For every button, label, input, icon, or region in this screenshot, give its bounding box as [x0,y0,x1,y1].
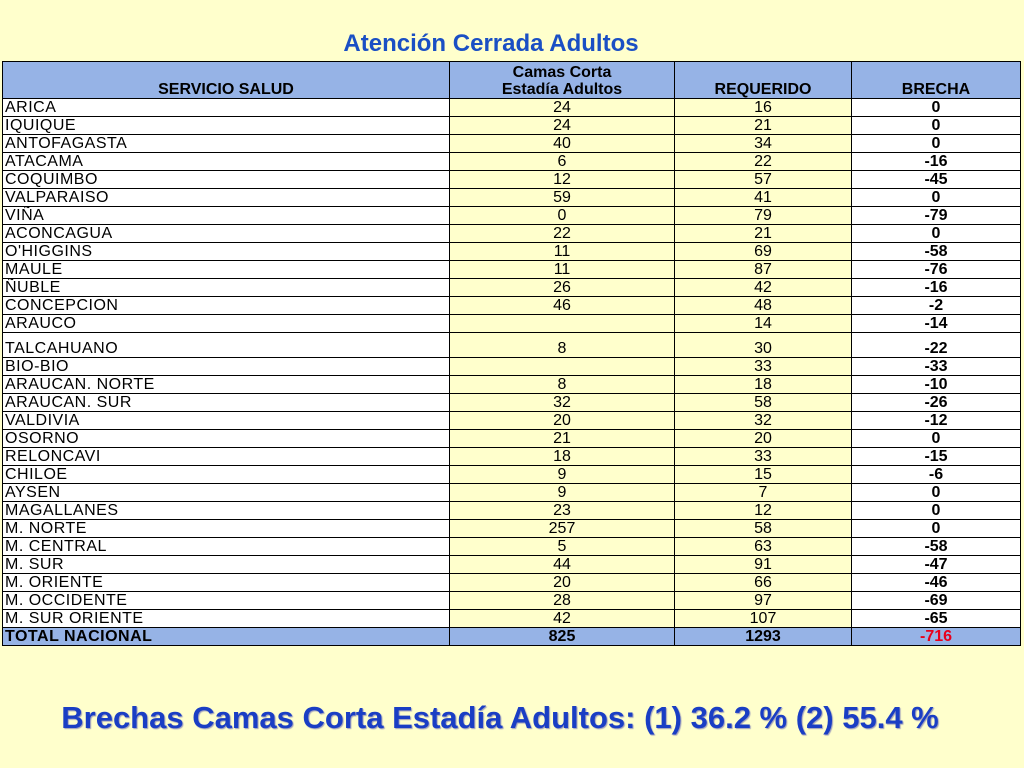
servicio-cell: MAULE [3,261,450,279]
brecha-cell: -22 [852,333,1021,358]
brecha-cell: -33 [852,358,1021,376]
brecha-cell: 0 [852,225,1021,243]
brecha-cell: 0 [852,502,1021,520]
table-row [3,448,1021,466]
brecha-cell: 0 [852,99,1021,117]
servicio-cell: ANTOFAGASTA [3,135,450,153]
table-row [3,297,1021,315]
header-requerido: REQUERIDO [675,62,852,99]
camas-cell: 24 [450,117,675,135]
requerido-cell: 34 [675,135,852,153]
camas-cell: 20 [450,574,675,592]
camas-cell: 8 [450,376,675,394]
camas-cell: 12 [450,171,675,189]
requerido-cell: 20 [675,430,852,448]
servicio-cell: RELONCAVI [3,448,450,466]
brecha-cell: -12 [852,412,1021,430]
header-camas-line1: Camas Corta [512,64,612,81]
requerido-cell: 22 [675,153,852,171]
table-row [3,153,1021,171]
requerido-cell: 41 [675,189,852,207]
servicio-cell: M. NORTE [3,520,450,538]
servicio-cell: ACONCAGUA [3,225,450,243]
servicio-cell: ARAUCAN. NORTE [3,376,450,394]
table-row [3,358,1021,376]
camas-cell: 20 [450,412,675,430]
total-brecha: -716 [852,628,1021,646]
brecha-cell: -47 [852,556,1021,574]
requerido-cell: 58 [675,394,852,412]
camas-cell: 22 [450,225,675,243]
servicio-cell: TALCAHUANO [3,333,450,358]
total-camas: 825 [450,628,675,646]
table-row [3,189,1021,207]
camas-cell: 40 [450,135,675,153]
header-brecha: BRECHA [852,62,1021,99]
table-row [3,261,1021,279]
table-row [3,502,1021,520]
brecha-cell: -26 [852,394,1021,412]
header-camas [450,62,675,99]
servicio-cell: M. SUR [3,556,450,574]
requerido-cell: 33 [675,448,852,466]
total-row [3,628,1021,646]
servicio-cell: M. ORIENTE [3,574,450,592]
requerido-cell: 66 [675,574,852,592]
camas-cell: 8 [450,333,675,358]
table-row [3,135,1021,153]
brecha-cell: -69 [852,592,1021,610]
brecha-cell: -6 [852,466,1021,484]
brecha-cell: 0 [852,520,1021,538]
brecha-cell: -46 [852,574,1021,592]
servicio-cell: VALDIVIA [3,412,450,430]
requerido-cell: 97 [675,592,852,610]
brecha-cell: -58 [852,243,1021,261]
camas-cell: 44 [450,556,675,574]
requerido-cell: 33 [675,358,852,376]
camas-cell: 9 [450,466,675,484]
servicio-cell: CHILOE [3,466,450,484]
table-row [3,207,1021,225]
table-row [3,394,1021,412]
camas-cell: 9 [450,484,675,502]
servicio-cell: VALPARAISO [3,189,450,207]
servicio-cell: M. OCCIDENTE [3,592,450,610]
camas-cell: 5 [450,538,675,556]
camas-cell: 32 [450,394,675,412]
requerido-cell: 32 [675,412,852,430]
table-body [3,99,1021,628]
servicio-cell: M. SUR ORIENTE [3,610,450,628]
table-row [3,556,1021,574]
table-row [3,574,1021,592]
requerido-cell: 63 [675,538,852,556]
brecha-cell: 0 [852,135,1021,153]
header-servicio: SERVICIO SALUD [3,62,450,99]
requerido-cell: 79 [675,207,852,225]
requerido-cell: 87 [675,261,852,279]
camas-cell: 6 [450,153,675,171]
requerido-cell: 18 [675,376,852,394]
servicio-cell: OSORNO [3,430,450,448]
table-row [3,538,1021,556]
table-row [3,592,1021,610]
servicio-cell: ÑUBLE [3,279,450,297]
brecha-cell: 0 [852,484,1021,502]
requerido-cell: 12 [675,502,852,520]
brecha-cell: -10 [852,376,1021,394]
table-row [3,117,1021,135]
servicio-cell: BIO-BIO [3,358,450,376]
brecha-cell: 0 [852,430,1021,448]
table-row [3,610,1021,628]
camas-cell: 11 [450,243,675,261]
requerido-cell: 16 [675,99,852,117]
servicio-cell: ARICA [3,99,450,117]
camas-cell: 0 [450,207,675,225]
camas-cell [450,358,675,376]
brecha-cell: -15 [852,448,1021,466]
requerido-cell: 21 [675,117,852,135]
camas-cell: 18 [450,448,675,466]
brecha-cell: -2 [852,297,1021,315]
camas-cell: 59 [450,189,675,207]
page-title: Atención Cerrada Adultos [343,30,639,57]
brecha-cell: -16 [852,279,1021,297]
brecha-cell: 0 [852,189,1021,207]
table-row [3,225,1021,243]
camas-cell [450,315,675,333]
brecha-cell: 0 [852,117,1021,135]
total-label: TOTAL NACIONAL [3,628,450,646]
table-row [3,243,1021,261]
servicio-cell: ARAUCAN. SUR [3,394,450,412]
servicio-cell: M. CENTRAL [3,538,450,556]
brecha-cell: -45 [852,171,1021,189]
table-row [3,315,1021,333]
table-row [3,466,1021,484]
table-header-row [3,62,1021,99]
data-table [2,61,1021,646]
table-row [3,171,1021,189]
servicio-cell: VIÑA [3,207,450,225]
camas-cell: 24 [450,99,675,117]
servicio-cell: AYSEN [3,484,450,502]
camas-cell: 46 [450,297,675,315]
requerido-cell: 15 [675,466,852,484]
requerido-cell: 58 [675,520,852,538]
requerido-cell: 14 [675,315,852,333]
table-row [3,376,1021,394]
camas-cell: 42 [450,610,675,628]
table-row [3,484,1021,502]
requerido-cell: 91 [675,556,852,574]
servicio-cell: IQUIQUE [3,117,450,135]
brecha-cell: -14 [852,315,1021,333]
table-row [3,520,1021,538]
camas-cell: 28 [450,592,675,610]
camas-cell: 11 [450,261,675,279]
header-camas-line2: Estadía Adultos [501,81,623,98]
servicio-cell: ARAUCO [3,315,450,333]
requerido-cell: 21 [675,225,852,243]
requerido-cell: 48 [675,297,852,315]
brecha-cell: -79 [852,207,1021,225]
requerido-cell: 42 [675,279,852,297]
brecha-cell: -65 [852,610,1021,628]
table-row [3,279,1021,297]
requerido-cell: 69 [675,243,852,261]
table-row [3,430,1021,448]
camas-cell: 23 [450,502,675,520]
table-row [3,333,1021,358]
brecha-cell: -76 [852,261,1021,279]
servicio-cell: O'HIGGINS [3,243,450,261]
brecha-cell: -16 [852,153,1021,171]
camas-cell: 26 [450,279,675,297]
servicio-cell: ATACAMA [3,153,450,171]
requerido-cell: 7 [675,484,852,502]
footer-summary: Brechas Camas Corta Estadía Adultos: (1) 36.2 % (2) 55.4 % [61,700,939,735]
servicio-cell: MAGALLANES [3,502,450,520]
requerido-cell: 57 [675,171,852,189]
requerido-cell: 107 [675,610,852,628]
servicio-cell: CONCEPCION [3,297,450,315]
servicio-cell: COQUIMBO [3,171,450,189]
camas-cell: 21 [450,430,675,448]
camas-cell: 257 [450,520,675,538]
brecha-cell: -58 [852,538,1021,556]
total-requerido: 1293 [675,628,852,646]
table-row [3,99,1021,117]
table-row [3,412,1021,430]
requerido-cell: 30 [675,333,852,358]
